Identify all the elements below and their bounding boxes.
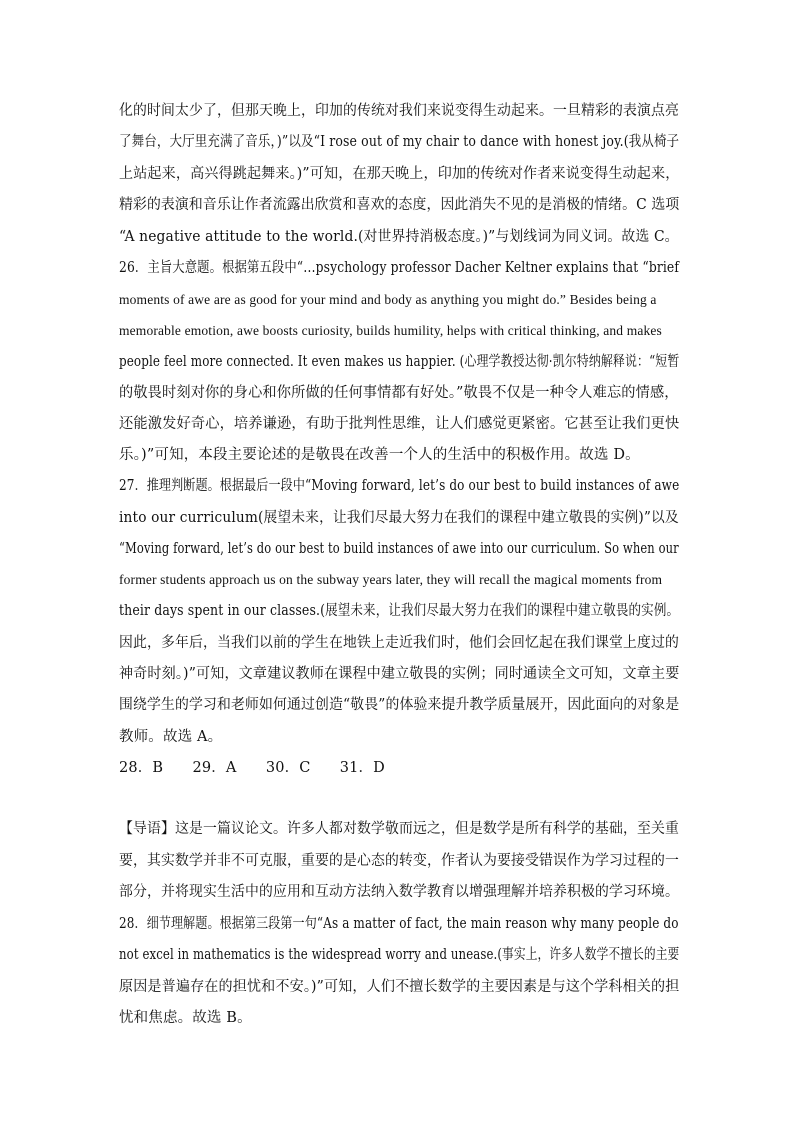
intro-line: 【导语】这是一篇议论文。许多人都对数学敬而远之，但是数学是所有科学的基础，至关重	[119, 821, 679, 837]
text-line: 了舞台，大厅里充满了音乐，)”以及“I rose out of my chair to dance with honest joy.(我从椅子	[119, 134, 680, 150]
text-line: 化的时间太少了，但那天晚上，印加的传统对我们来说变得生动起来。一旦精彩的表演点亮	[119, 103, 679, 119]
text-line: memorable emotion, awe boosts curiosity, builds humility, helps with critical thinking, and makes	[119, 323, 662, 338]
text-line: 上站起来，高兴得跳起舞来。)”可知，在那天晚上，印加的传统对作者来说变得生动起来，	[119, 166, 680, 182]
text-line: 要，其实数学并非不可克服，重要的是心态的转变，作者认为要接受错误作为学习过程的一	[119, 853, 679, 869]
answer-key-line: 28．B 29．A 30．C 31．D	[119, 760, 385, 776]
text-line: 27．推理判断题。根据最后一段中“Moving forward, let’s do our best to build instances of awe	[119, 478, 680, 494]
text-line: 围绕学生的学习和老师如何通过创造“敬畏”的体验来提升教学质量展开，因此面向的对象是	[119, 697, 680, 713]
text-line: 精彩的表演和音乐让作者流露出欣赏和喜欢的态度，因此消失不见的是消极的情绪。C 选项	[119, 197, 680, 213]
text-line: their days spent in our classes.(展望未来，让我们尽最大努力在我们的课程中建立敬畏的实例。	[119, 603, 680, 619]
text-line: “A negative attitude to the world.(对世界持消极态度。)”与划线词为同义词。故选 C。	[119, 229, 679, 245]
text-line: 部分，并将现实生活中的应用和互动方法纳入数学教育以增强理解并培养积极的学习环境。	[119, 884, 679, 900]
text-line: people feel more connected. It even makes us happier. (心理学教授达彻·凯尔特纳解释说：“短暂	[119, 354, 680, 370]
text-line: “Moving forward, let’s do our best to build instances of awe into our curriculum. So when our	[119, 541, 679, 557]
text-line: 26．主旨大意题。根据第五段中“…psychology professor Dacher Keltner explains that “brief	[119, 260, 680, 276]
text-line: not excel in mathematics is the widespread worry and unease.(事实上，许多人数学不擅长的主要	[119, 947, 680, 963]
text-line: 还能激发好奇心，培养谦逊，有助于批判性思维，让人们感觉更紧密。它甚至让我们更快	[119, 416, 680, 432]
text-line: 的敬畏时刻对你的身心和你所做的任何事情都有好处。”敬畏不仅是一种令人难忘的情感，	[119, 385, 679, 401]
text-line: 乐。)”可知，本段主要论述的是敬畏在改善一个人的生活中的积极作用。故选 D。	[119, 447, 640, 463]
text-line: 神奇时刻。)”可知，文章建议教师在课程中建立敬畏的实例；同时通读全文可知，文章主要	[119, 666, 680, 682]
text-line: 因此，多年后，当我们以前的学生在地铁上走近我们时，他们会回忆起在我们课堂上度过的	[119, 635, 679, 651]
text-line: into our curriculum(展望未来，让我们尽最大努力在我们的课程中建立敬畏的实例)”以及	[119, 510, 679, 526]
text-line: 忧和焦虑。故选 B。	[119, 1010, 252, 1026]
text-line: 原因是普遍存在的担忧和不安。)”可知，人们不擅长数学的主要因素是与这个学科相关的担	[119, 979, 680, 995]
text-line: former students approach us on the subway years later, they will recall the magical moments from	[119, 572, 663, 587]
text-line: 教师。故选 A。	[119, 729, 223, 745]
text-line: 28．细节理解题。根据第三段第一句“As a matter of fact, the main reason why many people do	[119, 916, 679, 932]
text-line: moments of awe are as good for your mind and body as anything you might do.” Besides being a	[119, 292, 657, 307]
